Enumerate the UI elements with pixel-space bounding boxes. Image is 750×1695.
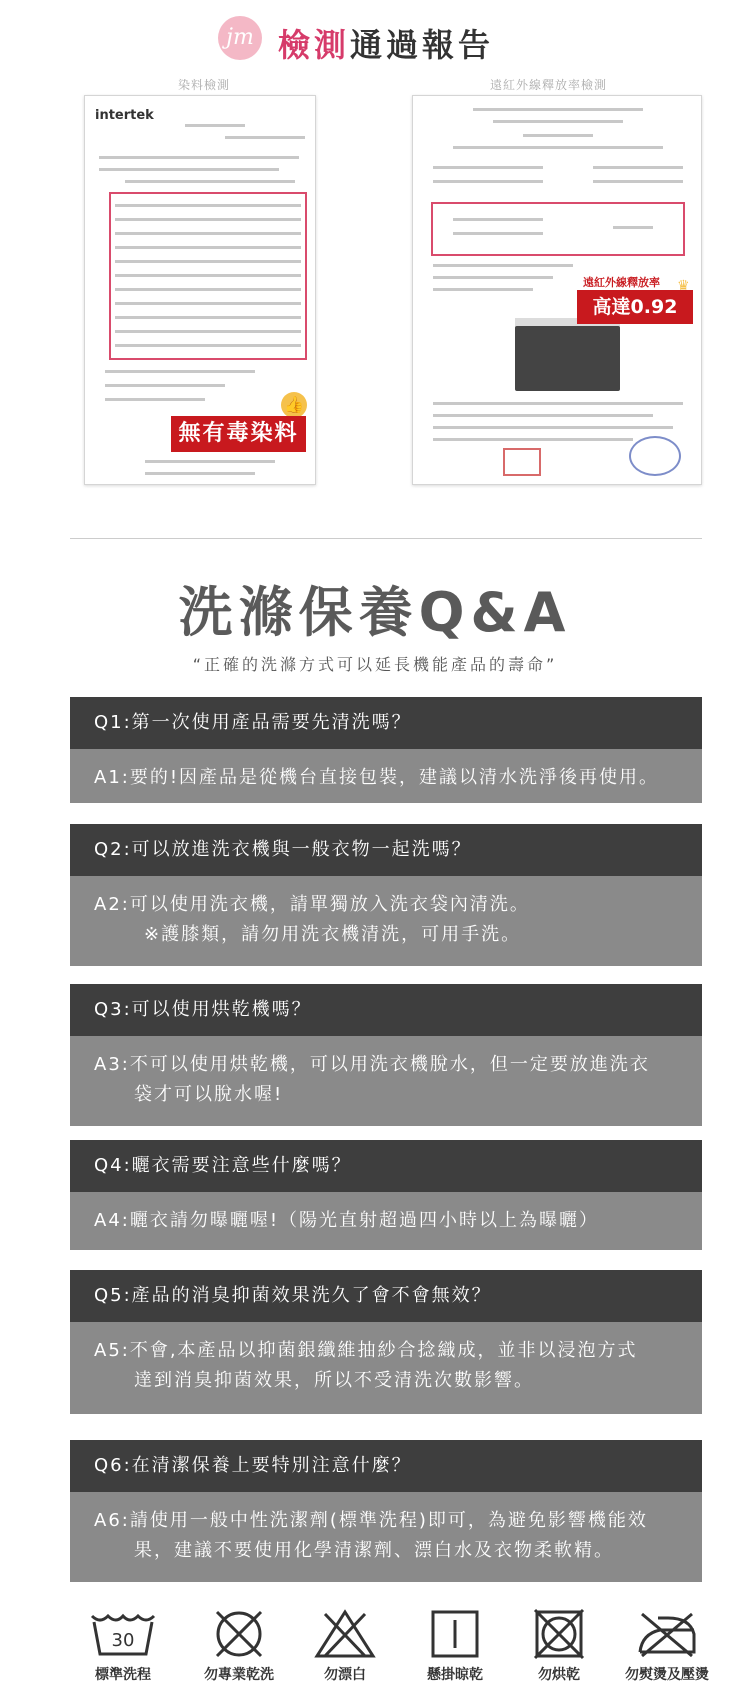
answer-5-line-2: 達到消臭抑菌效果，所以不受清洗次數影響。 [134, 1370, 534, 1391]
care-label-5: 勿烘乾 [538, 1667, 580, 1683]
care-symbols-row [0, 1608, 750, 1688]
question-5: Q5:產品的消臭抑菌效果洗久了會不會無效？ [70, 1270, 702, 1322]
answer-2 [70, 876, 702, 966]
answer-3 [70, 1036, 702, 1126]
right-report-caption: 遠紅外線釋放率檢測 [490, 78, 608, 92]
page-title [278, 20, 494, 66]
crown-icon: ♛ [677, 278, 690, 294]
care-label-1: 標準洗程 [95, 1667, 151, 1683]
no-bleach-icon [313, 1608, 377, 1660]
fabric-sample-photo [515, 326, 620, 391]
care-label-4: 懸掛晾乾 [427, 1667, 483, 1683]
wash-30-icon [88, 1608, 158, 1660]
answer-6 [70, 1492, 702, 1582]
question-4: Q4:曬衣需要注意些什麼嗎？ [70, 1140, 702, 1192]
care-no-iron [612, 1608, 722, 1684]
answer-6-line-1: A6:請使用一般中性洗潔劑(標準洗程)即可，為避免影響機能效 [94, 1510, 648, 1531]
far-infrared-value-badge: 高達0.92 [577, 290, 693, 324]
care-no-bleach [290, 1608, 400, 1684]
care-label-6: 勿熨燙及壓燙 [625, 1667, 709, 1683]
answer-3-line-1: A3:不可以使用烘乾機，可以用洗衣機脫水，但一定要放進洗衣 [94, 1054, 650, 1075]
care-label-3: 勿漂白 [324, 1667, 366, 1683]
answer-5-line-1: A5:不會,本產品以抑菌銀纖維抽紗合捻織成，並非以浸泡方式 [94, 1340, 638, 1361]
answer-1-line-1: A1:要的!因產品是從機台直接包裝，建議以清水洗淨後再使用。 [94, 767, 660, 788]
intertek-logo: intertek [95, 108, 154, 123]
thumbs-up-icon: 👍 [281, 392, 307, 418]
answer-4 [70, 1192, 702, 1250]
answer-2-line-1: A2:可以使用洗衣機，請單獨放入洗衣袋內清洗。 [94, 894, 530, 915]
care-no-tumble-dry [504, 1608, 614, 1684]
care-label-2: 勿專業乾洗 [204, 1667, 274, 1683]
question-1: Q1:第一次使用產品需要先清洗嗎？ [70, 697, 702, 749]
question-3: Q3:可以使用烘乾機嗎？ [70, 984, 702, 1036]
wash-temperature: 30 [111, 1630, 135, 1651]
hang-dry-icon [427, 1608, 483, 1660]
title-highlight: 檢測 [278, 26, 351, 64]
answer-4-line-1: A4:曬衣請勿曝曬喔!（陽光直射超過四小時以上為曝曬） [94, 1210, 600, 1231]
no-tumble-dry-icon [529, 1608, 589, 1660]
official-seal [629, 436, 681, 476]
non-toxic-dye-stamp: 無有毒染料 [171, 416, 306, 452]
care-standard-wash [68, 1608, 178, 1684]
answer-1 [70, 749, 702, 803]
brand-logo: jm [218, 16, 262, 60]
question-2: Q2:可以放進洗衣機與一般衣物一起洗嗎？ [70, 824, 702, 876]
qa-subtitle: “正確的洗滌方式可以延長機能產品的壽命” [192, 655, 558, 674]
no-iron-icon [632, 1608, 702, 1660]
section-divider [70, 538, 702, 539]
report-header [0, 14, 750, 64]
question-6: Q6:在清潔保養上要特別注意什麼？ [70, 1440, 702, 1492]
care-no-dry-clean [184, 1608, 294, 1684]
answer-5 [70, 1322, 702, 1414]
answer-6-line-2: 果，建議不要使用化學清潔劑、漂白水及衣物柔軟精。 [134, 1540, 614, 1561]
answer-2-line-2: ※護膝類，請勿用洗衣機清洗，可用手洗。 [144, 924, 522, 945]
no-dry-clean-icon [209, 1608, 269, 1660]
far-infrared-report-image [412, 95, 702, 485]
dye-test-report-image [84, 95, 316, 485]
title-rest: 通過報告 [350, 26, 495, 64]
result-highlight-box [431, 202, 685, 256]
far-infrared-label: 遠紅外線釋放率 [583, 276, 660, 289]
care-hang-dry [400, 1608, 510, 1684]
answer-3-line-2: 袋才可以脫水喔! [134, 1084, 284, 1105]
left-report-caption: 染料檢測 [178, 78, 231, 92]
qa-title: 洗滌保養Q&A [178, 581, 572, 644]
seal-stamp [503, 448, 541, 476]
